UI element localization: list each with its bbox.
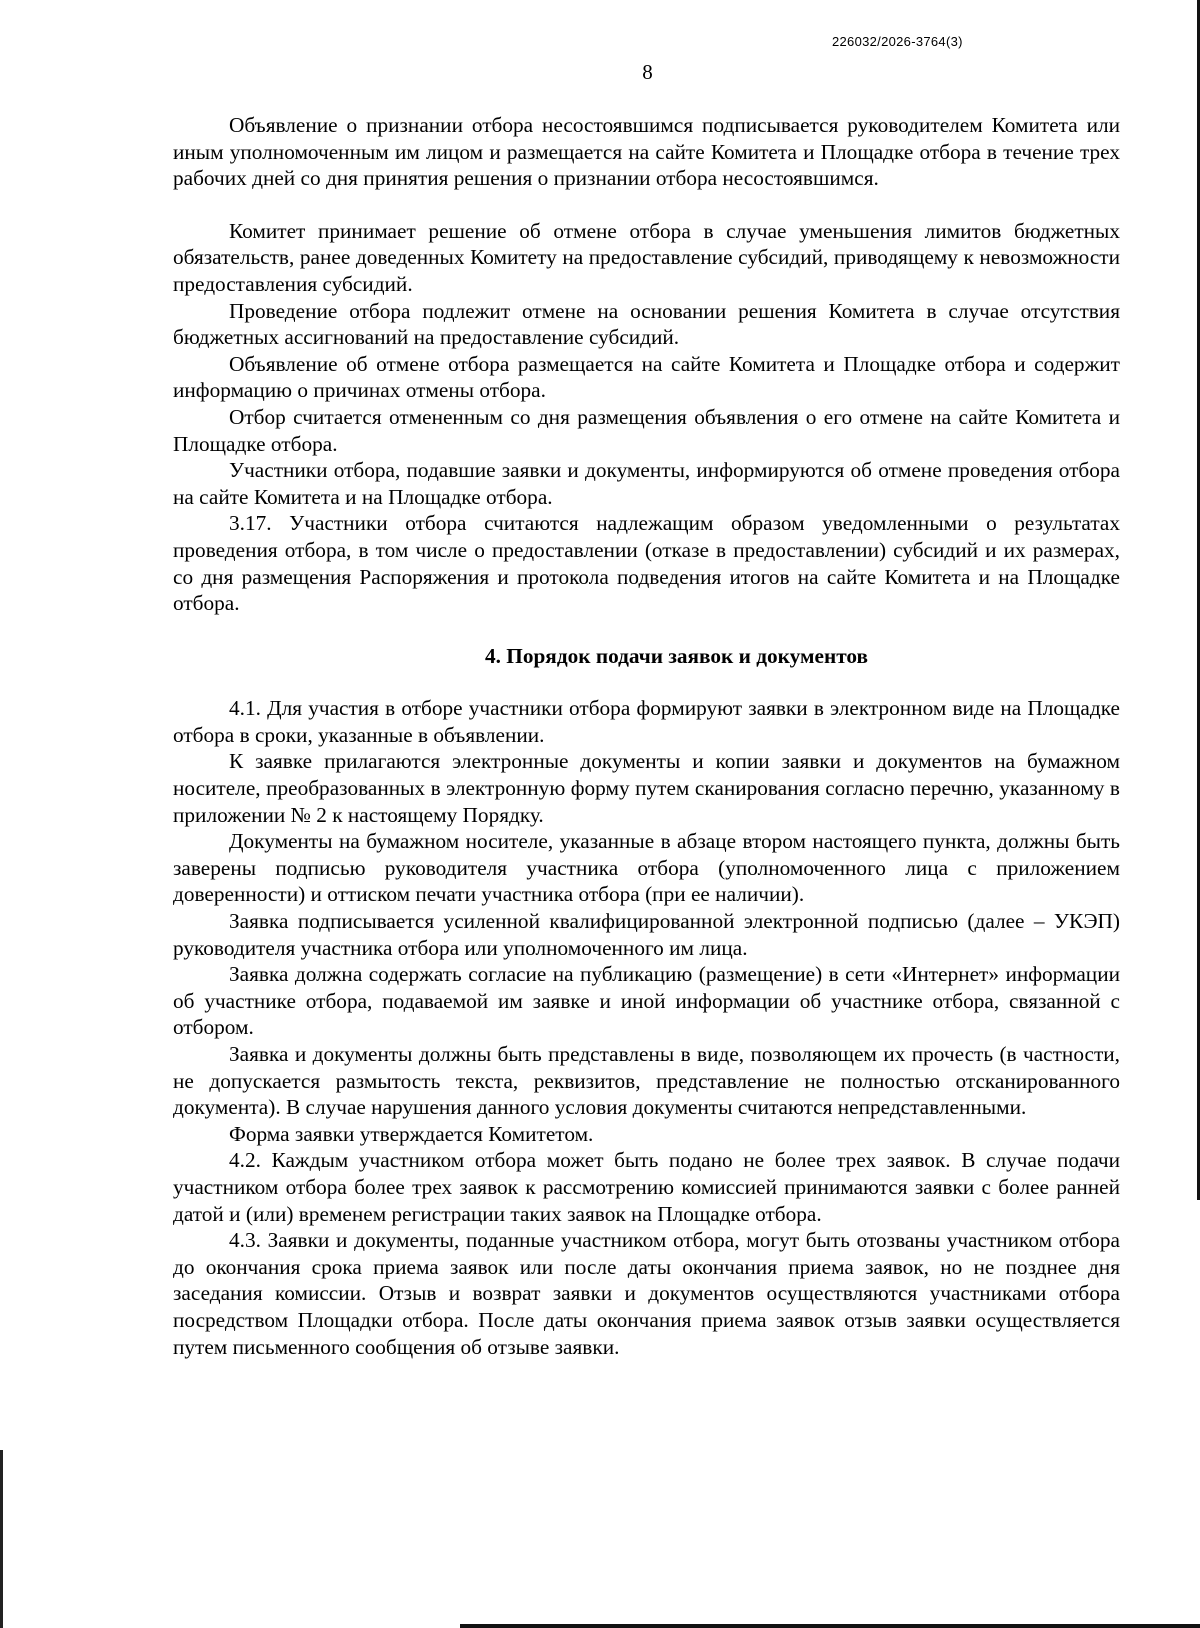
page-number: 8 bbox=[642, 60, 653, 84]
paragraph-3-17: 3.17. Участники отбора считаются надлежащим образом уведомленными о результатах проведения отбора, в том числе о предоставлении (отказе в предоставлении) субсидий и их размерах, со дня размещения Распоряжения и протокола подведения итогов на сайте Комитета и на Площадке отбора. bbox=[173, 511, 1120, 616]
paragraph: Заявка должна содержать согласие на публикацию (размещение) в сети «Интернет» информации об участнике отбора, подаваемой им заявке и иной информации об участнике отбора, связанной с отбором. bbox=[173, 962, 1120, 1040]
paragraph: Заявка и документы должны быть представлены в виде, позволяющем их прочесть (в частности, не допускается размытость текста, реквизитов, представление не полностью отсканированного документа). В случае нарушения данного условия документы считаются непредставленными. bbox=[173, 1042, 1120, 1120]
paragraph-4-3: 4.3. Заявки и документы, поданные участником отбора, могут быть отозваны участником отбора до окончания срока приема заявок или после даты окончания приема заявок, но не позднее дня заседания комиссии. Отзыв и возврат заявки и документов осуществляются участниками отбора посредством Площадки отбора. После даты окончания приема заявок отзыв заявки осуществляется путем письменного сообщения об отзыве заявки. bbox=[173, 1228, 1120, 1359]
paragraph-4-2: 4.2. Каждым участником отбора может быть подано не более трех заявок. В случае подачи участником отбора более трех заявок к рассмотрению комиссией принимаются заявки с более ранней датой и (или) временем регистрации таких заявок на Площадке отбора. bbox=[173, 1148, 1120, 1226]
paragraph: Объявление о признании отбора несостоявшимся подписывается руководителем Комитета или иным уполномоченным им лицом и размещается на сайте Комитета и Площадке отбора в течение трех рабочих дней со дня принятия решения о признании отбора несостоявшимся. bbox=[173, 113, 1120, 191]
paragraph: Заявка подписывается усиленной квалифицированной электронной подписью (далее – УКЭП) руководителя участника отбора или уполномоченного им лица. bbox=[173, 909, 1120, 960]
section-heading: 4. Порядок подачи заявок и документов bbox=[484, 643, 869, 668]
paragraph-4-1: 4.1. Для участия в отборе участники отбора формируют заявки в электронном виде на Площадке отбора в сроки, указанные в объявлении. bbox=[173, 696, 1120, 747]
paragraph: Документы на бумажном носителе, указанные в абзаце втором настоящего пункта, должны быть заверены подписью руководителя участника отбора (уполномоченного лица с приложением доверенности) и оттиском печати участника отбора (при ее наличии). bbox=[173, 829, 1120, 907]
scan-edge-left bbox=[0, 1450, 3, 1628]
paragraph: Форма заявки утверждается Комитетом. bbox=[229, 1121, 594, 1146]
paragraph: Объявление об отмене отбора размещается на сайте Комитета и Площадке отбора и содержит информацию о причинах отмены отбора. bbox=[173, 351, 1120, 403]
paragraph: Комитет принимает решение об отмене отбора в случае уменьшения лимитов бюджетных обязательств, ранее доведенных Комитету на предоставление субсидий, приводящему к невозможности предоставления субсидий. bbox=[173, 218, 1120, 296]
paragraph: К заявке прилагаются электронные документы и копии заявки и документов на бумажном носителе, преобразованных в электронную форму путем сканирования согласно перечню, указанному в приложении № 2 к настоящему Порядку. bbox=[173, 749, 1120, 827]
paragraph: Отбор считается отмененным со дня размещения объявления о его отмене на сайте Комитета и Площадке отбора. bbox=[173, 404, 1120, 456]
paragraph: Проведение отбора подлежит отмене на основании решения Комитета в случае отсутствия бюджетных ассигнований на предоставление субсидий. bbox=[173, 298, 1120, 350]
document-body bbox=[173, 112, 1120, 1360]
document-id: 226032/2026-3764(3) bbox=[832, 34, 963, 49]
paragraph: Участники отбора, подавшие заявки и документы, информируются об отмене проведения отбора на сайте Комитета и на Площадке отбора. bbox=[173, 458, 1120, 509]
scan-edge-bottom bbox=[460, 1624, 1200, 1628]
